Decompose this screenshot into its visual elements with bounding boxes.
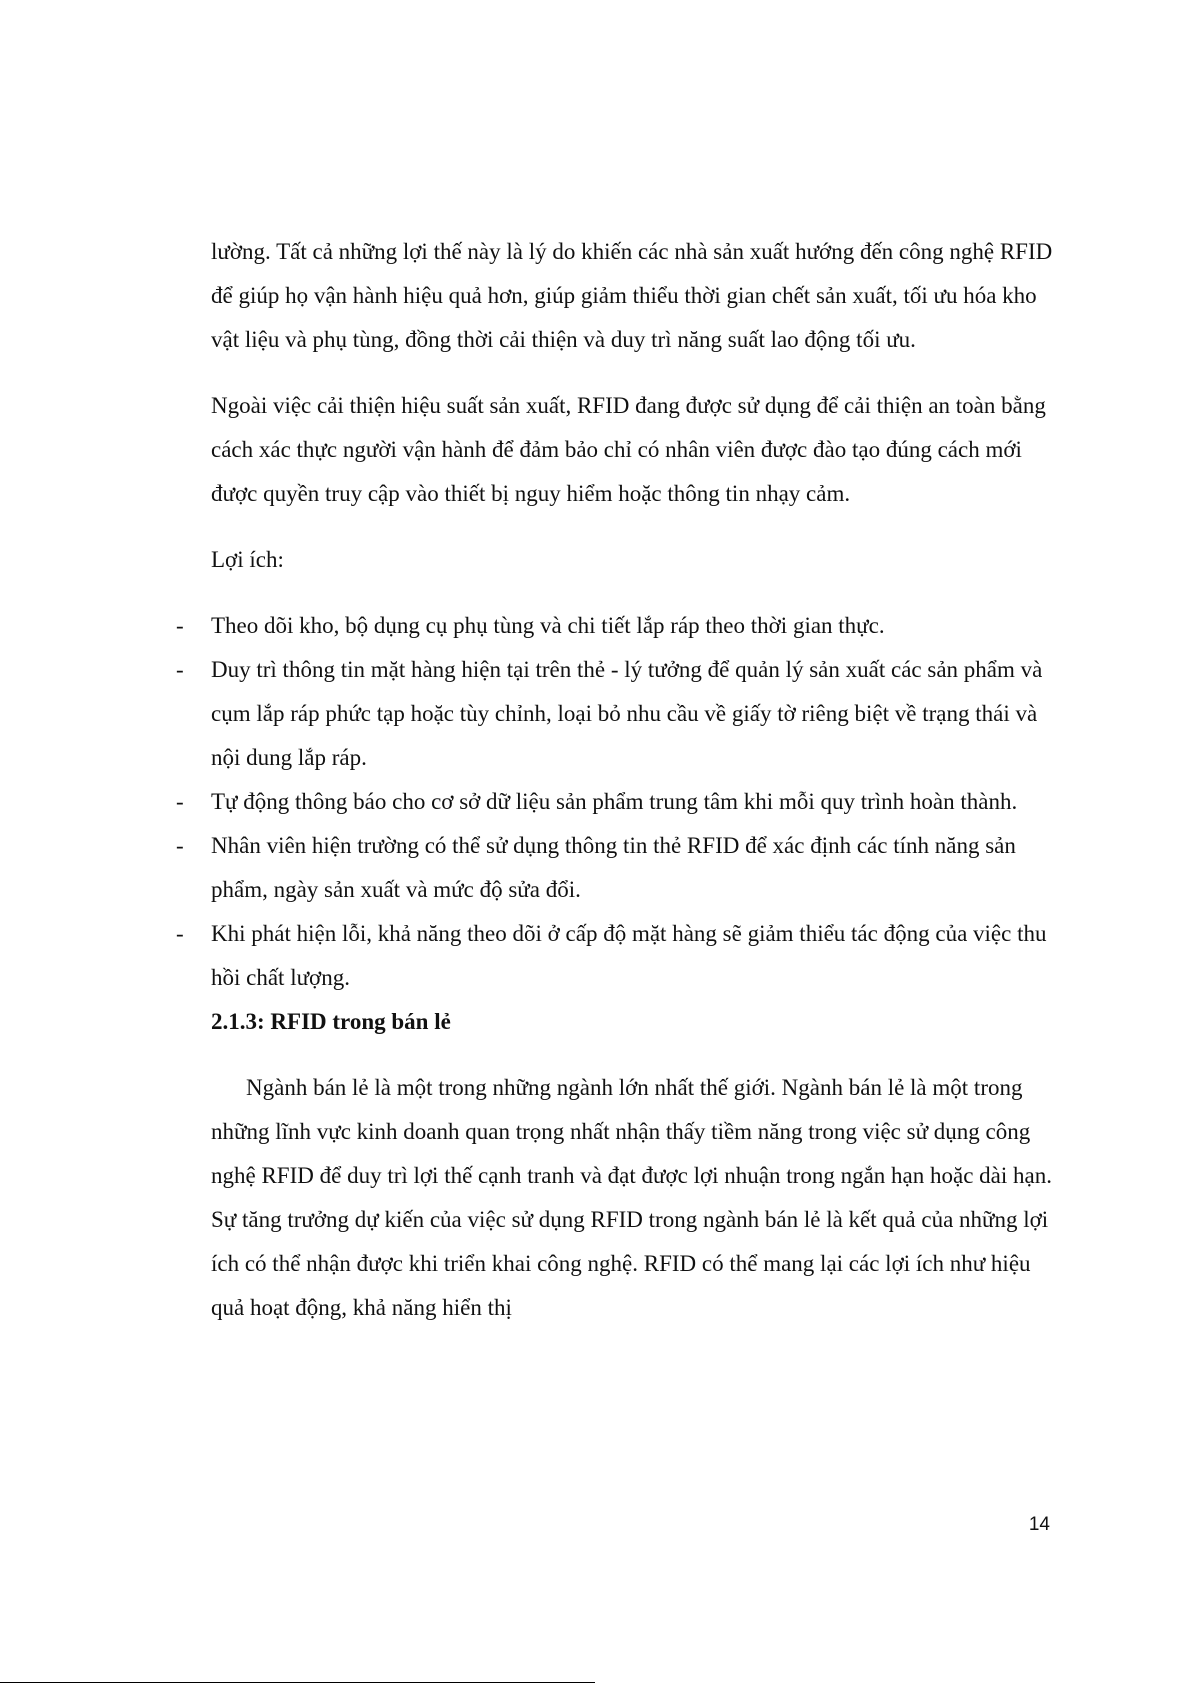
bullet-dash: -: [176, 613, 184, 638]
section-heading: 2.1.3: RFID trong bán lẻ: [211, 1009, 451, 1034]
benefits-list: [176, 604, 1061, 1000]
bullet-dash: -: [176, 833, 184, 858]
list-item-text: Theo dõi kho, bộ dụng cụ phụ tùng và chi tiết lắp ráp theo thời gian thực.: [211, 613, 885, 638]
document-body: [176, 230, 1061, 1330]
bullet-dash: -: [176, 921, 184, 946]
paragraph-retail: Ngành bán lẻ là một trong những ngành lớn nhất thế giới. Ngành bán lẻ là một trong những lĩnh vực kinh doanh quan trọng nhất nhận thấy tiềm năng trong việc sử dụng công nghệ RFID để duy trì lợi thế cạnh tranh và đạt được lợi nhuận trong ngắn hạn hoặc dài hạn. Sự tăng trưởng dự kiến của việc sử dụng RFID trong ngành bán lẻ là kết quả của những lợi ích có thể nhận được khi triển khai công nghệ. RFID có thể mang lại các lợi ích như hiệu quả hoạt động, khả năng hiển thị: [211, 1075, 1052, 1320]
list-item: [176, 824, 1061, 912]
bullet-dash: -: [176, 789, 184, 814]
benefits-label: Lợi ích:: [211, 547, 284, 572]
list-item: [176, 648, 1061, 780]
list-item: [176, 780, 1061, 824]
list-item: [176, 912, 1061, 1000]
page-number: 14: [1028, 1514, 1050, 1535]
list-item: [176, 604, 1061, 648]
paragraph-safety: Ngoài việc cải thiện hiệu suất sản xuất, RFID đang được sử dụng để cải thiện an toàn bằng cách xác thực người vận hành để đảm bảo chỉ có nhân viên được đào tạo đúng cách mới được quyền truy cập vào thiết bị nguy hiểm hoặc thông tin nhạy cảm.: [211, 393, 1046, 506]
footnote-separator: [0, 1682, 595, 1683]
list-item-text: Tự động thông báo cho cơ sở dữ liệu sản phẩm trung tâm khi mỗi quy trình hoàn thành.: [211, 789, 1018, 814]
paragraph-manufacturing-advantages: lường. Tất cả những lợi thế này là lý do khiến các nhà sản xuất hướng đến công nghệ RFID để giúp họ vận hành hiệu quả hơn, giúp giảm thiểu thời gian chết sản xuất, tối ưu hóa kho vật liệu và phụ tùng, đồng thời cải thiện và duy trì năng suất lao động tối ưu.: [211, 239, 1053, 352]
list-item-text: Nhân viên hiện trường có thể sử dụng thông tin thẻ RFID để xác định các tính năng sản phẩm, ngày sản xuất và mức độ sửa đổi.: [211, 833, 1016, 902]
list-item-text: Duy trì thông tin mặt hàng hiện tại trên thẻ - lý tưởng để quản lý sản xuất các sản phẩm và cụm lắp ráp phức tạp hoặc tùy chỉnh, loại bỏ nhu cầu về giấy tờ riêng biệt về trạng thái và nội dung lắp ráp.: [211, 657, 1043, 770]
bullet-dash: -: [176, 657, 184, 682]
list-item-text: Khi phát hiện lỗi, khả năng theo dõi ở cấp độ mặt hàng sẽ giảm thiểu tác động của việc thu hồi chất lượng.: [211, 921, 1047, 990]
